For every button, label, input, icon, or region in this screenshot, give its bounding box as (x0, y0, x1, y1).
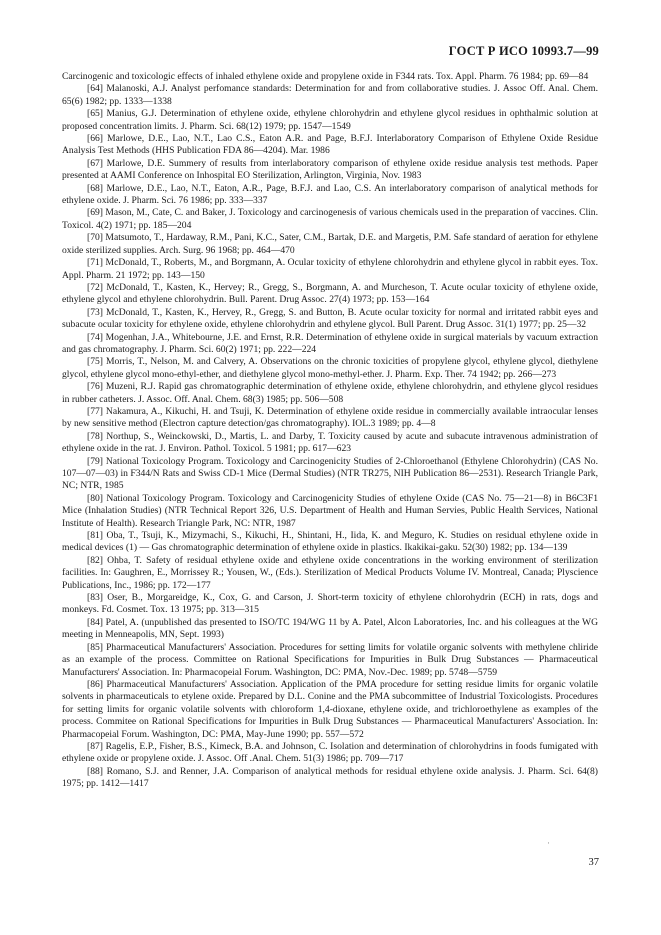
reference-entry: [65] Manius, G.J. Determination of ethylene oxide, ethylene chlorohydrin and ethylene glycol residues in ophthalmic solution at proposed concentration limits. J. Pharm. Sci. 68(12) 1979; pp. 1547—1549 (62, 108, 598, 132)
reference-entry: [82] Ohba, T. Safety of residual ethylene oxide and ethylene oxide concentrations in the working environment of sterilization facilities. In: Gaughren, E., Morrissey R.; Yousen, W., (Eds.). Sterilization of Medical Products Volume IV. Montreal, Canada; Plyscience Publications, Inc., 1986; pp. 172—177 (62, 554, 598, 591)
reference-entry: [75] Morris, T., Nelson, M. and Calvery, A. Observations on the chronic toxicities of propylene glycol, ethylene glycol, diethylene glycol, ethylene glycol mono-ethyl-ether, and diethylene glycol mono-methyl-ether. J. Pharm. Exp. Ther. 74 1942; pp. 266—273 (62, 356, 598, 380)
reference-entry: [87] Ragelis, E.P., Fisher, B.S., Kimeck, B.A. and Johnson, C. Isolation and determination of chlorohydrins in foods fumigated with ethylene oxide or propylene oxide. J. Assoc. Off .Anal. Chem. 51(3) 1986; pp. 709—717 (62, 740, 598, 765)
reference-entry: [80] National Toxicology Program. Toxicology and Carcinogenicity Studies of ethylene Oxide (CAS No. 75—21—8) in B6C3F1 Mice (Inhalation Studies) (NTR Technical Report 326, U.S. Department of Health and Human Servies, Public Health Services, National Institute of Health). Research Triangle Park, NC: NTR, 1987 (62, 492, 598, 529)
reference-entry: [79] National Toxicology Program. Toxicology and Carcinogenicity Studies of 2-Chloroethanol (Ethylene Chlorohydrin) (CAS No. 107—07—03) in F344/N Rats and Swiss CD-1 Mice (Dermal Studies) (NTR TR275, NIH Publication 86—2531). Research Triangle Park, NC; NTR, 1985 (62, 455, 598, 492)
reference-entry: [64] Malanoski, A.J. Analyst perfomance standards: Determination for and from collaborative studies. J. Assoc Off. Anal. Chem. 65(6) 1982; pp. 1333—1338 (62, 83, 598, 107)
reference-entry: [74] Mogenhan, J.A., Whitebourne, J.E. and Ernst, R.R. Determination of ethylene oxide in surgical materials by vacuum extraction and gas chromatography. J. Pharm. Sci. 60(2) 1971; pp. 222—224 (62, 331, 598, 355)
reference-entry: [73] McDonald, T., Kasten, K., Hervey, R., Gregg, S. and Button, B. Acute ocular toxicity for normal and irritated rabbit eyes and subacute ocular toxicity for ethylene oxide, ethylene chlorohydrin and ethylene glycol. Bull Parent. Drug Assoc. 31(1) 1977; pp. 25—32 (62, 306, 598, 331)
reference-entry: [83] Oser, B., Morgareidge, K., Cox, G. and Carson, J. Short-term toxicity of ethylene chlorohydrin (ECH) in rats, dogs and monkeys. Fd. Cosmet. Tox. 13 1975; pp. 313—315 (62, 592, 598, 616)
reference-entry: [70] Matsumoto, T., Hardaway, R.M., Pani, K.C., Sater, C.M., Bartak, D.E. and Margetis, P.M. Safe standard of aeration for ethylene oxide sterilized supplies. Arch. Surg. 96 1968; pp. 464—470 (62, 232, 598, 256)
reference-entry: [76] Muzeni, R.J. Rapid gas chromatographic determination of ethylene oxide, ethylene chlorohydrin, and ethylene glycol residues in rubber catheters. J. Assoc. Off. Anal. Chem. 68(3) 1985; pp. 506—508 (62, 381, 598, 405)
reference-entry: [67] Marlowe, D.E. Summery of results from interlaboratory comparison of ethylene oxide residue analysis test methods. Paper presented at AAMI Conference on Inhospital EO Sterilization, Arlington, Virginia, Nov. 1983 (62, 157, 598, 182)
reference-entry: [85] Pharmaceutical Manufacturers' Association. Procedures for setting limits for volatile organic solvents with methylene chliride as an example of the process. Committee on Rational Specifications for Impurities in Bulk Drug Substances — Pharmaceutical Manufacturers' Association. In: Pharmacopeial Forum. Washington, DC: PMA, Nov.-Dec. 1989; pp. 5748—5759 (62, 641, 598, 678)
reference-entry: [66] Marlowe, D.E., Lao, N.T., Lao C.S., Eaton A.R. and Page, B.F.J. Interlaboratory Comparison of Ethylene Oxide Residue Analysis Test Methods (HHS Publication FDA 86—4204). Mar. 1986 (62, 133, 598, 157)
reference-entry: [69] Mason, M., Cate, C. and Baker, J. Toxicology and carcinogenesis of various chemicals used in the preparation of vaccines. Clin. Toxicol. 4(2) 1971; pp. 185—204 (62, 207, 598, 231)
reference-list (62, 71, 598, 791)
reference-entry: [71] McDonald, T., Roberts, M., and Borgmann, A. Ocular toxicity of ethylene chlorohydrin and ethylene glycol in rabbit eyes. Tox. Appl. Pharm. 21 1972; pp. 143—150 (62, 257, 598, 281)
reference-entry: [68] Marlowe, D.E., Lao, N.T., Eaton, A.R., Page, B.F.J. and Lao, C.S. An interlaboratory comparison of analytical methods for ethylene oxide. J. Pharm. Sci. 76 1986; pp. 333—337 (62, 182, 598, 207)
reference-entry: Carcinogenic and toxicologic effects of inhaled ethylene oxide and propylene oxide in F344 rats. Tox. Appl. Pharm. 76 1984; pp. 69—84 (62, 71, 589, 82)
reference-entry: [78] Northup, S., Weinckowski, D., Martis, L. and Darby, T. Toxicity caused by acute and subacute intravenous administration of ethylene oxide in the rat. J. Environ. Pathol. Toxicol. 5 1981; pp. 617—623 (62, 430, 598, 455)
page-number: 37 (588, 857, 599, 868)
scan-mark: · (547, 838, 550, 848)
reference-entry: [81] Oba, T., Tsuji, K., Mizymachi, S., Kikuchi, H., Shintani, H., Iida, K. and Meguro, K. Studies on residual ethylene oxide in medical devices (1) — Gas chromatographic determination of ethylene oxide in plastics. Ikakikai-gaku. 52(30) 1982; pp. 134—139 (62, 530, 598, 554)
reference-entry: [84] Patel, A. (unpublished das presented to ISO/TC 194/WG 11 by A. Patel, Alcon Laboratories, Inc. and his colleagues at the WG meeting in Menneapolis, MN, Sept. 1993) (62, 616, 598, 641)
reference-entry: [88] Romano, S.J. and Renner, J.A. Comparison of analytical methods for residual ethylene oxide analysis. J. Pharm. Sci. 64(8) 1975; pp. 1412—1417 (62, 765, 598, 790)
reference-entry: [77] Nakamura, A., Kikuchi, H. and Tsuji, K. Determination of ethylene oxide residue in commercially available intraocular lenses by new sensitive method (Electron capture detection/gas chromatography). IOL.3 1989; pp. 4—8 (62, 405, 598, 430)
reference-entry: [86] Pharmaceutical Manufacturers' Association. Application of the PMA procedure for setting residue limits for organic volatile solvents in pharmaceuticals to etylene oxide. Prepared by D.L. Conine and the PMA subcommittee of Industrial Toxicologists. Procedures for setting limits for organic volatile solvents with chloroform 1,4-dioxane, ethylene oxide, and trichloroethylene as examples of the process. Commitee on Rational Specifications for Impurities in Bulk Drug Substances — Pharmaceutical Manufacturers' Association. In: Pharmacopeial Forum. Washington, DC: PMA, May-June 1990; pp. 557—572 (62, 678, 598, 740)
reference-entry: [72] McDonald, T., Kasten, K., Hervey; R., Gregg, S., Borgmann, A. and Murcheson, T. Acute ocular toxicity of ethylene oxide, ethylene glycol and ethylene chlorohydrin. Bull. Parent. Drug Assoc. 27(4) 1973; pp. 153—164 (62, 281, 598, 306)
document-header: ГОСТ Р ИСО 10993.7—99 (448, 44, 599, 58)
